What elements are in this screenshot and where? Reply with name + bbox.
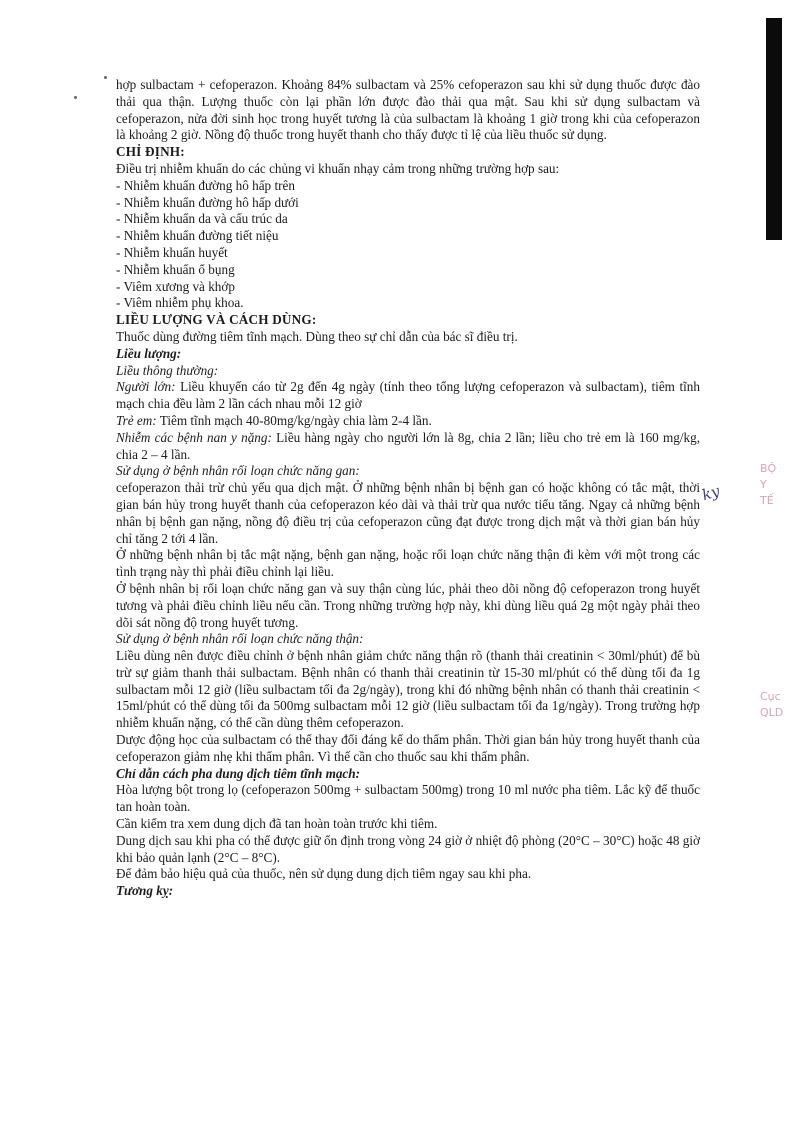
paragraph: cefoperazon thải trừ chủ yếu qua dịch mật. Ở những bệnh nhân bị bệnh gan có hoặc không có tắc mật, thời gian bán hủy trong huyết thanh của cefoperazon kéo dài và thải trừ qua nước tiểu tăng. Ngay cả những bệnh nhân bị bệnh gan nặng, nồng độ điều trị của cefoperazon cũng đạt được trong dịch mật và thời gian bán hủy chỉ tăng 2 tới 4 lần. bbox=[116, 480, 700, 546]
subheading: Liều thông thường: bbox=[116, 362, 219, 378]
paragraph-text: Liều khuyến cáo từ 2g đến 4g ngày (tính theo tổng lượng cefoperazon và sulbactam), tiêm tĩnh mạch chia đều làm 2 lần cách nhau mỗi 12 giờ bbox=[116, 379, 700, 412]
paragraph-label: Trẻ em: bbox=[116, 412, 157, 428]
subheading: Liều lượng: bbox=[116, 345, 182, 361]
list-item: - Viêm nhiễm phụ khoa. bbox=[116, 295, 700, 312]
paragraph-text: Liều hàng ngày cho người lớn là 8g, chia 2 lần; liều cho trẻ em là 160 mg/kg, chia 2 – 4 lần. bbox=[116, 429, 700, 462]
stamp-fragment: BỘ bbox=[760, 462, 777, 475]
paragraph: Dược động học của sulbactam có thể thay đổi đáng kể do thẩm phân. Thời gian bán hủy trong huyết thanh của cefoperazon giảm nhẹ khi thẩm phân. Vì thế cần cho thuốc sau khi thẩm phân. bbox=[116, 732, 700, 764]
stamp-fragment: Y bbox=[760, 478, 767, 491]
list-item: - Viêm xương và khớp bbox=[116, 279, 700, 296]
scan-speck bbox=[104, 76, 107, 79]
list-item: - Nhiễm khuẩn da và cấu trúc da bbox=[116, 211, 700, 228]
list-item: - Nhiễm khuẩn đường hô hấp dưới bbox=[116, 195, 700, 212]
list-item: - Nhiễm khuẩn huyết bbox=[116, 245, 700, 262]
stamp-fragment: TẾ bbox=[760, 494, 774, 507]
section-heading: LIỀU LƯỢNG VÀ CÁCH DÙNG: bbox=[116, 312, 317, 328]
paragraph: Ở những bệnh nhân bị tắc mật nặng, bệnh gan nặng, hoặc rối loạn chức năng thận đi kèm với một trong các tình trạng này thì phải điều chỉnh lại liều. bbox=[116, 547, 700, 580]
list-item: - Nhiễm khuẩn ổ bụng bbox=[116, 262, 700, 279]
subheading: Sử dụng ở bệnh nhân rối loạn chức năng thận: bbox=[116, 631, 364, 647]
paragraph: Hòa lượng bột trong lọ (cefoperazon 500mg + sulbactam 500mg) trong 10 ml nước pha tiêm. Lắc kỹ để thuốc tan hoàn toàn. bbox=[116, 782, 700, 815]
subheading: Chỉ dẫn cách pha dung dịch tiêm tĩnh mạch: bbox=[116, 765, 361, 781]
paragraph-text: Tiêm tĩnh mạch 40-80mg/kg/ngày chia làm 2-4 lần. bbox=[156, 412, 432, 428]
stamp-fragment: Cục bbox=[760, 690, 781, 703]
document-body bbox=[116, 77, 700, 900]
paragraph: Cần kiểm tra xem dung dịch đã tan hoàn toàn trước khi tiêm. bbox=[116, 816, 438, 832]
scan-speck bbox=[74, 96, 77, 99]
paragraph-label: Nhiễm các bệnh nan y nặng: bbox=[116, 429, 272, 445]
subheading: Tương kỵ: bbox=[116, 883, 174, 899]
paragraph: Để đảm bảo hiệu quả của thuốc, nên sử dụng dung dịch tiêm ngay sau khi pha. bbox=[116, 866, 532, 882]
paragraph: Liều dùng nên được điều chỉnh ở bệnh nhân giảm chức năng thận rõ (thanh thải creatinin < 30ml/phút) để bù trừ sự giảm thanh thải sulbactam. Bệnh nhân có thanh thải creatinin từ 15-30 ml/phút có thể dùng tối đa 1g sulbactam mỗi 12 giờ (liều sulbactam tối đa 2g/ngày), trong khi đó những bệnh nhân có thanh thải creatinin < 15ml/phút có thể dùng tối đa 500mg sulbactam mỗi 12 giờ (liều sulbactam tối đa 1g/ngày). Trong trường hợp nhiễm khuẩn nặng, có thể cần dùng thêm cefoperazon. bbox=[116, 648, 700, 731]
paragraph: Thuốc dùng đường tiêm tĩnh mạch. Dùng theo sự chỉ dẫn của bác sĩ điều trị. bbox=[116, 328, 518, 344]
paragraph bbox=[116, 430, 700, 464]
subheading: Sử dụng ở bệnh nhân rối loạn chức năng gan: bbox=[116, 463, 360, 479]
paragraph bbox=[116, 379, 700, 413]
list-item: - Nhiễm khuẩn đường tiết niệu bbox=[116, 228, 700, 245]
scan-edge-bar bbox=[766, 18, 782, 240]
paragraph: Điều trị nhiễm khuẩn do các chủng vi khuẩn nhạy cảm trong những trường hợp sau: bbox=[116, 160, 560, 176]
paragraph: Ở bệnh nhân bị rối loạn chức năng gan và suy thận cùng lúc, phải theo dõi nồng độ cefoperazon trong huyết tương và phải điều chỉnh liều nếu cần. Trong những trường hợp này, khi dùng liều quá 2g một ngày phải theo dõi sát nồng độ trong huyết tương. bbox=[116, 580, 700, 630]
paragraph: Dung dịch sau khi pha có thể được giữ ổn định trong vòng 24 giờ ở nhiệt độ phòng (20°C – 30°C) hoặc 48 giờ khi bảo quản lạnh (2°C – 8°C). bbox=[116, 832, 700, 865]
handwritten-mark: ky bbox=[699, 481, 722, 505]
stamp-fragment: QLD bbox=[760, 706, 784, 719]
list-item: - Nhiễm khuẩn đường hô hấp trên bbox=[116, 178, 700, 195]
paragraph bbox=[116, 413, 700, 430]
section-heading: CHỈ ĐỊNH: bbox=[116, 144, 185, 160]
paragraph-label: Người lớn: bbox=[116, 379, 176, 395]
paragraph: hợp sulbactam + cefoperazon. Khoảng 84% sulbactam và 25% cefoperazon sau khi sử dụng thuốc được đào thải qua thận. Lượng thuốc còn lại phần lớn được đào thải qua mật. Sau khi sử dụng sulbactam và cefoperazon, nửa đời sinh học trong huyết tương là của sulbactam là khoảng 1 giờ trong khi của cefoperazon là khoảng 2 giờ. Nồng độ thuốc trong huyết thanh cho thấy được tỉ lệ của liều thuốc sử dụng. bbox=[116, 77, 700, 143]
